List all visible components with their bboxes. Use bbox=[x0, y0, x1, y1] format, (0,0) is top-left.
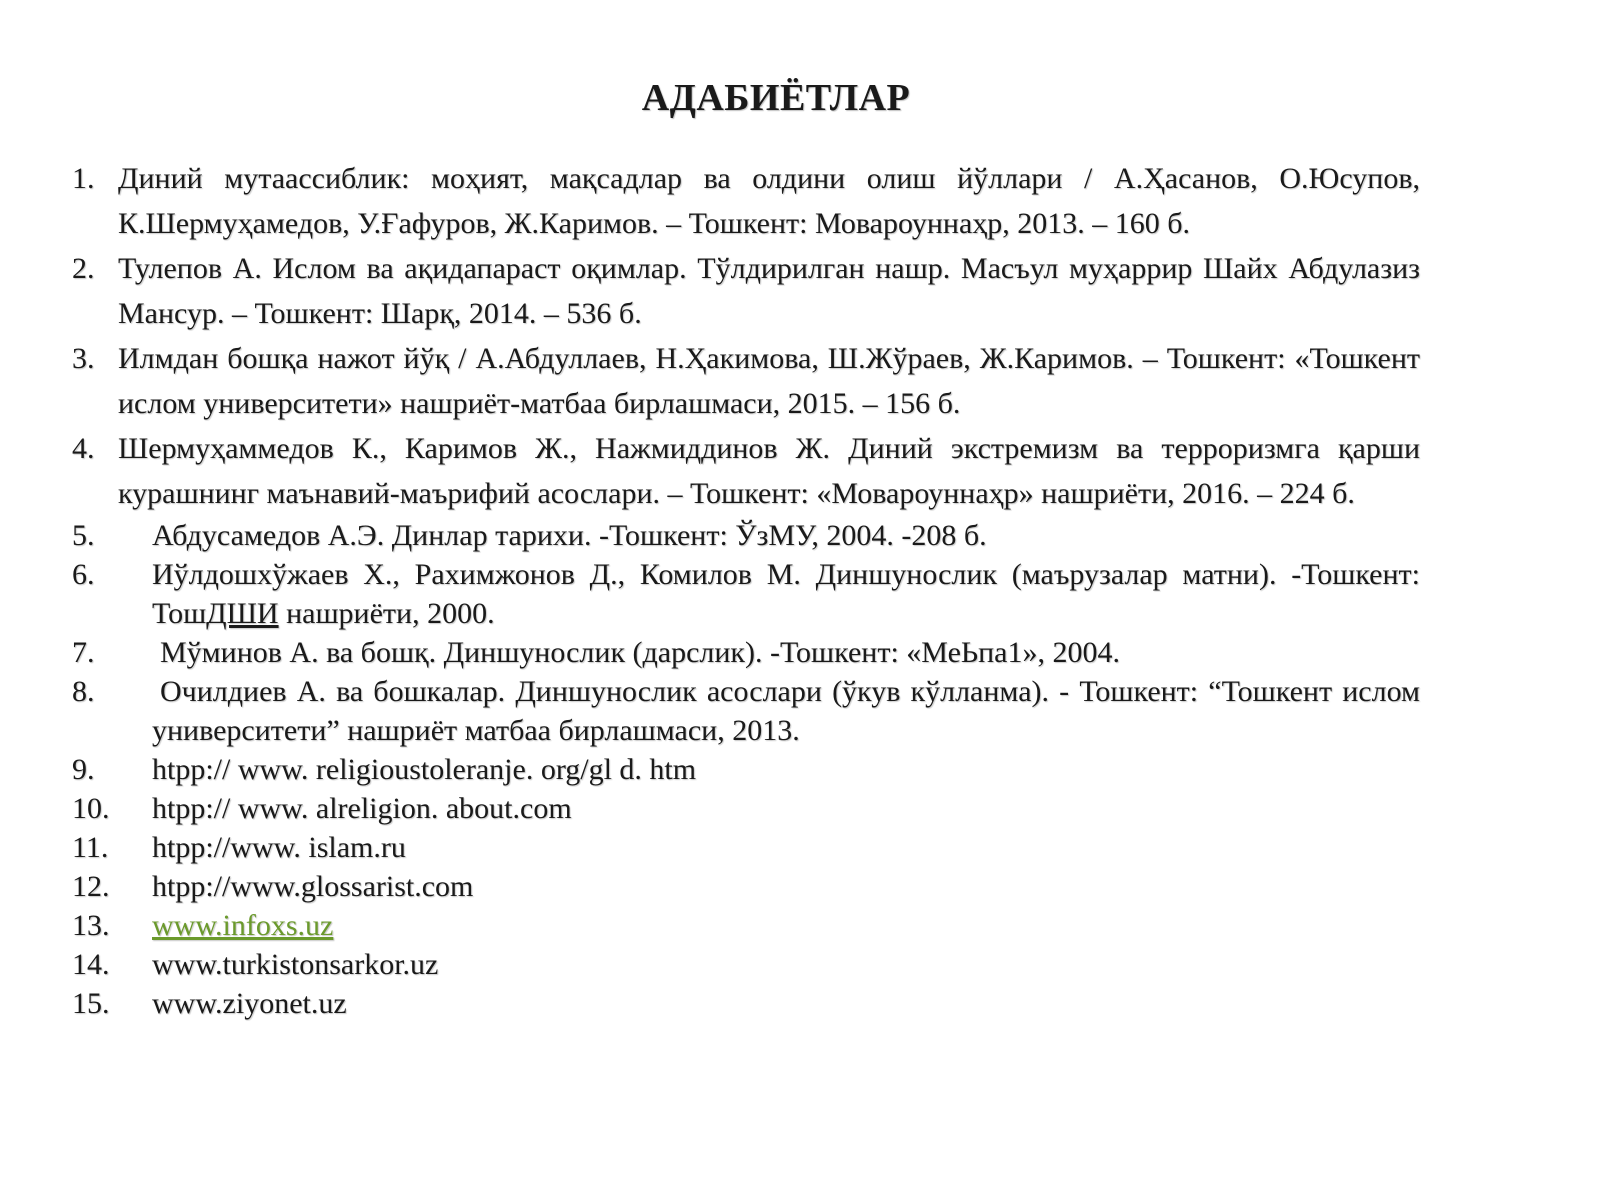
reference-block-b bbox=[72, 516, 1420, 750]
reference-item bbox=[72, 633, 1420, 672]
reference-number: 8. bbox=[72, 675, 95, 708]
reference-text: Шермуҳаммедов К., Каримов Ж., Нажмиддинов Ж. Диний экстремизм ва терроризмга қарши курашнинг маънавий-маърифий асослари. – Тошкент: «Мовароуннаҳр» нашриёти, 2016. – 224 б. bbox=[118, 432, 1420, 510]
reference-url: htpp:// www. religioustoleranje. org/gl d. htm bbox=[152, 753, 697, 786]
reference-item bbox=[72, 828, 1420, 867]
reference-url: htpp:// www. alreligion. about.com bbox=[152, 792, 572, 825]
reference-url: htpp://www. islam.ru bbox=[152, 831, 406, 864]
reference-number: 7. bbox=[72, 636, 95, 669]
reference-block-a bbox=[72, 156, 1420, 516]
reference-item bbox=[72, 750, 1420, 789]
infoxs-link[interactable]: www.infoxs.uz bbox=[152, 909, 334, 942]
reference-item bbox=[72, 336, 1420, 426]
reference-text bbox=[152, 672, 1420, 750]
reference-url: www.ziyonet.uz bbox=[152, 987, 347, 1020]
reference-number: 14. bbox=[72, 948, 110, 981]
reference-item bbox=[72, 867, 1420, 906]
reference-item bbox=[72, 426, 1420, 516]
reference-text-part: нашриёти, 2000. bbox=[278, 597, 495, 630]
reference-number: 6. bbox=[72, 558, 95, 591]
reference-text-part: Очилдиев А. ва бошкалар. Диншунослик асослари (ўкув кўлланма). - Тошкент: “Тошкент ислом университети” нашриёт матбаа бирлашмаси, 2013. bbox=[152, 675, 1420, 747]
reference-number: 13. bbox=[72, 909, 110, 942]
reference-item bbox=[72, 789, 1420, 828]
reference-number: 2. bbox=[72, 252, 95, 285]
reference-item bbox=[72, 156, 1420, 246]
reference-number: 5. bbox=[72, 519, 95, 552]
reference-text: Илмдан бошқа нажот йўқ / А.Абдуллаев, Н.Ҳакимова, Ш.Жўраев, Ж.Каримов. – Тошкент: «Тошкент ислом университети» нашриёт-матбаа бирлашмаси, 2015. – 156 б. bbox=[118, 342, 1420, 420]
reference-text-part: Иўлдошхўжаев Х., Рахимжонов Д., Комилов М. Диншунослик (маърузалар матни). -Тошкент: Тош bbox=[152, 558, 1420, 630]
reference-item bbox=[72, 516, 1420, 555]
reference-number: 12. bbox=[72, 870, 110, 903]
reference-number: 4. bbox=[72, 432, 95, 465]
reference-number: 15. bbox=[72, 987, 110, 1020]
reference-text-underlined: ДШИ bbox=[206, 597, 279, 630]
reference-block-c bbox=[72, 750, 1420, 1023]
reference-text: Тулепов А. Ислом ва ақидапараст оқимлар. Тўлдирилган нашр. Масъул муҳаррир Шайх Абдулазиз Мансур. – Тошкент: Шарқ, 2014. – 536 б. bbox=[118, 252, 1420, 330]
reference-list bbox=[72, 156, 1420, 1023]
reference-item bbox=[72, 945, 1420, 984]
reference-item bbox=[72, 672, 1420, 750]
reference-number: 10. bbox=[72, 792, 110, 825]
reference-item bbox=[72, 984, 1420, 1023]
reference-item bbox=[72, 246, 1420, 336]
reference-item bbox=[72, 555, 1420, 633]
reference-url: www.turkistonsarkor.uz bbox=[152, 948, 439, 981]
reference-text bbox=[152, 555, 1420, 633]
reference-number: 1. bbox=[72, 162, 95, 195]
reference-number: 9. bbox=[72, 753, 95, 786]
page-title: АДАБИЁТЛАР bbox=[641, 77, 911, 119]
reference-item bbox=[72, 906, 1420, 945]
reference-number: 3. bbox=[72, 342, 95, 375]
reference-url bbox=[152, 906, 1420, 945]
reference-text bbox=[152, 633, 1420, 672]
reference-text: Абдусамедов А.Э. Динлар тарихи. -Тошкент: ЎзМУ, 2004. -208 б. bbox=[152, 519, 987, 552]
reference-url: htpp://www.glossarist.com bbox=[152, 870, 474, 903]
reference-text: Диний мутаассиблик: моҳият, мақсадлар ва олдини олиш йўллари / А.Ҳасанов, О.Юсупов, К.Шермуҳамедов, У.Ғафуров, Ж.Каримов. – Тошкент: Мовароуннаҳр, 2013. – 160 б. bbox=[118, 162, 1420, 240]
reference-text-part: Мўминов А. ва бошқ. Диншунослик (дарслик). -Тошкент: «МеЬпа1», 2004. bbox=[160, 636, 1120, 669]
reference-number: 11. bbox=[72, 831, 109, 864]
